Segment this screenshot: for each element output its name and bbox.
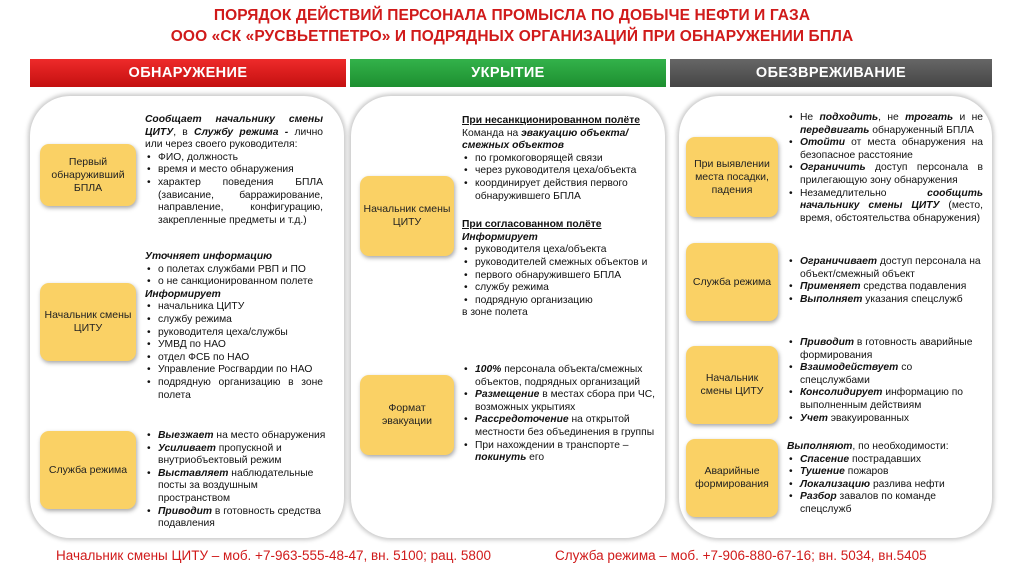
s3-item: • Рассредоточение на открытой местности без объединения в группы [462, 414, 658, 439]
s3-item: • 100% персонала объекта/смежных объектов, подрядных организаций [462, 364, 658, 389]
n3-item: • Взаимодействует со спецслужбами [787, 362, 983, 387]
n2-item: • Ограничивает доступ персонала на объект/смежный объект [787, 256, 983, 281]
d2-inform-item: • отдел ФСБ по НАО [145, 352, 323, 365]
header-neutralization: ОБЕЗВРЕЖИВАНИЕ [670, 59, 992, 87]
footer-shift-chief-contacts: Начальник смены ЦИТУ – моб. +7-963-555-48-47, вн. 5100; рац. 5800 [56, 548, 491, 563]
n3-item: • Приводит в готовность аварийные формирования [787, 337, 983, 362]
neutralization-block-3 [787, 337, 983, 425]
s2-item: • первого обнаружившего БПЛА [462, 270, 658, 283]
role-neutralization-shift-chief: Начальник смены ЦИТУ [686, 346, 778, 424]
n2-item: • Выполняет указания спецслужб [787, 294, 983, 307]
n1-item: • Ограничить доступ персонала в прилегающую зону обнаружения [787, 162, 983, 187]
s2-item: • подрядную организацию [462, 295, 658, 308]
d1-item: • ФИО, должность [145, 152, 323, 165]
s1-cmd-em: эвакуацию объекта/смежных объектов [462, 127, 629, 152]
d2-inform-item: • начальника ЦИТУ [145, 301, 323, 314]
d2-inform-item: • службу режима [145, 314, 323, 327]
detection-block-3 [145, 430, 327, 531]
s1-head: При несанкционированном полёте [462, 115, 641, 126]
s2-item: • руководителей смежных объектов и [462, 257, 658, 270]
d1-em2: Службу режима - [194, 126, 289, 138]
d2-head2: Информирует [145, 288, 221, 300]
n4-item: • Локализацию разлива нефти [787, 479, 983, 492]
n1-item: • Не подходить, не трогать и не передвигать обнаруженный БПЛА [787, 112, 983, 137]
d2-item: • о не санкционированном полете [145, 276, 323, 289]
s2-item: • службу режима [462, 282, 658, 295]
s1-item: • по громкоговорящей связи [462, 153, 658, 166]
d3-item: • Выезжает на место обнаружения [145, 430, 327, 443]
d1-mid1: , в [173, 126, 195, 138]
s1-cmd: Команда на [462, 127, 522, 139]
role-landing-site: При выявлении места посадки, падения [686, 137, 778, 217]
role-neutralization-security: Служба режима [686, 243, 778, 321]
footer-security-contacts: Служба режима – моб. +7-906-880-67-16; вн. 5034, вн.5405 [555, 548, 927, 563]
d3-item: • Приводит в готовность средства подавления [145, 506, 327, 531]
shelter-block-3 [462, 364, 658, 465]
n4-item: • Тушение пожаров [787, 466, 983, 479]
n3-item: • Учет эвакуированных [787, 413, 983, 426]
neutralization-block-4: Выполняют, по необходимости: • Спасение пострадавших • Тушение пожаров • Локализацию разлива нефти • Разбор завалов по команде спецслужб [787, 441, 983, 517]
n4-item: • Спасение пострадавших [787, 454, 983, 467]
d2-head: Уточняет информацию [145, 251, 273, 262]
s3-item: • Размещение в местах сбора при ЧС, возможных укрытиях [462, 389, 658, 414]
d3-item: • Усиливает пропускной и внутриобъектовый режим [145, 443, 327, 468]
d2-inform-item: • подрядную организацию в зоне полета [145, 377, 323, 402]
s1-item: • координирует действия первого обнаружившего БПЛА [462, 178, 658, 203]
role-evacuation-format: Формат эвакуации [360, 375, 454, 455]
d2-inform-item: • УМВД по НАО [145, 339, 323, 352]
s2-head: При согласованном полёте [462, 219, 602, 231]
n3-item: • Консолидирует информацию по выполненным действиям [787, 387, 983, 412]
s1-item: • через руководителя цеха/объекта [462, 165, 658, 178]
role-shift-chief: Начальник смены ЦИТУ [40, 283, 136, 361]
role-security-service: Служба режима [40, 431, 136, 509]
page-title-line1: ПОРЯДОК ДЕЙСТВИЙ ПЕРСОНАЛА ПРОМЫСЛА ПО ДОБЫЧЕ НЕФТИ И ГАЗА [213, 7, 811, 24]
n4-head: Выполняют [787, 441, 853, 452]
d2-inform-item: • руководителя цеха/службы [145, 327, 323, 340]
header-detection: ОБНАРУЖЕНИЕ [30, 59, 346, 87]
d2-item: • о полетах службами РВП и ПО [145, 264, 323, 277]
d3-item: • Выставляет наблюдательные посты за воздушным пространством [145, 468, 327, 506]
n4-item: • Разбор завалов по команде спецслужб [787, 491, 983, 516]
shelter-block-1 [462, 115, 658, 320]
role-shelter-shift-chief: Начальник смены ЦИТУ [360, 176, 454, 256]
n1-item: • Незамедлительно сообщить начальнику смены ЦИТУ (место, время, обстоятельства обнаружения) [787, 188, 983, 226]
s2-tail: в зоне полета [462, 307, 528, 319]
s2-item: • руководителя цеха/объекта [462, 244, 658, 257]
neutralization-block-2 [787, 256, 983, 306]
d1-item: • характер поведения БПЛА (зависание, барражирование, направление, конфигурацию, закрепленные предметы и т.д.) [145, 177, 323, 227]
n2-item: • Применяет средства подавления [787, 281, 983, 294]
d2-inform-item: • Управление Росгвардии по НАО [145, 364, 323, 377]
s3-item: • При нахождении в транспорте – покинуть его [462, 440, 658, 465]
n1-item: • Отойти от места обнаружения на безопасное расстояние [787, 137, 983, 162]
header-shelter: УКРЫТИЕ [350, 59, 666, 87]
role-emergency-teams: Аварийные формирования [686, 439, 778, 517]
page-title-line2: ООО «СК «РУСВЬЕТПЕТРО» И ПОДРЯДНЫХ ОРГАНИЗАЦИЙ ПРИ ОБНАРУЖЕНИИ БПЛА [170, 28, 854, 45]
role-first-detector: Первый обнаруживший БПЛА [40, 144, 136, 206]
d1-em1: Сообщает начальнику смены ЦИТУ [145, 114, 323, 138]
d1-tail: лично или через своего руководителя: [145, 126, 323, 151]
s2-inform: Информирует [462, 231, 538, 243]
neutralization-block-1 [787, 112, 983, 225]
d1-item: • время и место обнаружения [145, 164, 323, 177]
detection-block-2 [145, 251, 323, 402]
detection-block-1 [145, 114, 323, 227]
